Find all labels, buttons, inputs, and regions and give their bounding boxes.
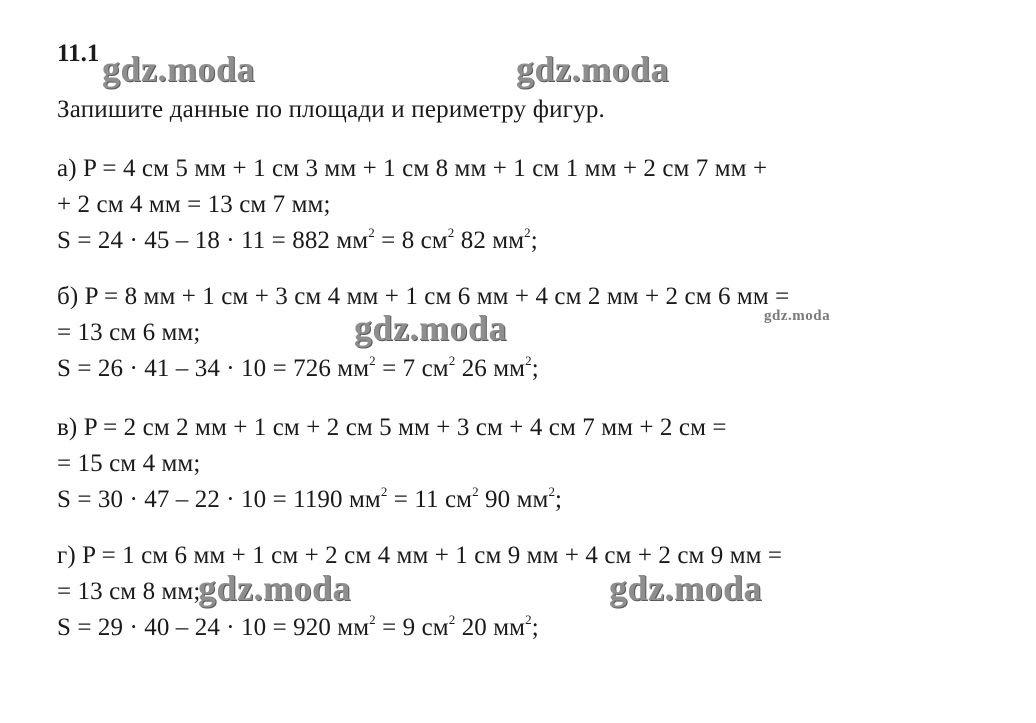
watermark: gdz.moda [609,568,763,608]
task-instruction: Запишите данные по площади и периметру фигур. [57,96,605,123]
perimeter-line-1: в) P = 2 см 2 мм + 1 см + 2 см 5 мм + 3 см + 4 см 7 мм + 2 см = [57,414,727,441]
area-line: S = 30 · 47 – 22 · 10 = 1190 $мм^2 = 11$ $см^2$ 90 $мм^2$; [57,484,563,513]
watermark: gdz.moda [198,568,352,608]
section-c [57,410,727,518]
perimeter-line-2: = 13 см 6 мм; [57,319,201,346]
section-a [57,151,767,259]
task-number: 11.1 [57,40,100,67]
area-line: S = 29 · 40 – 24 · 10 = 920 $мм^2 = 9$ $см^2$ 20 $мм^2$; [57,612,539,641]
perimeter-line-1: г) P = 1 см 6 мм + 1 см + 2 см 4 мм + 1 см 9 мм + 4 см + 2 см 9 мм = [57,542,783,569]
section-label: б) [57,283,79,310]
watermark: gdz.moda [516,49,670,89]
perimeter-line-1: б) P = 8 мм + 1 см + 3 см 4 мм + 1 см 6 мм + 4 см 2 мм + 2 см 6 мм = [57,283,790,310]
watermark: gdz.moda [102,49,256,89]
perimeter-line-2: + 2 см 4 мм = 13 см 7 мм; [57,191,331,218]
watermark: gdz.moda [354,308,508,348]
section-label: г) [57,542,76,569]
section-label: а) [57,155,77,182]
area-line: S = 24 · 45 – 18 · 11 = 882 $мм^2 = 8$ $см^2$ 82 $мм^2$; [57,225,538,254]
watermark: gdz.moda [764,308,831,324]
area-line: S = 26 · 41 – 34 · 10 = 726 $мм^2 = 7$ $см^2$ 26 $мм^2$; [57,353,539,382]
perimeter-line-2: = 13 см 8 мм; [57,578,201,605]
section-label: в) [57,414,78,441]
perimeter-line-1: а) P = 4 см 5 мм + 1 см 3 мм + 1 см 8 мм + 1 см 1 мм + 2 см 7 мм + [57,155,768,182]
perimeter-line-2: = 15 см 4 мм; [57,450,201,477]
